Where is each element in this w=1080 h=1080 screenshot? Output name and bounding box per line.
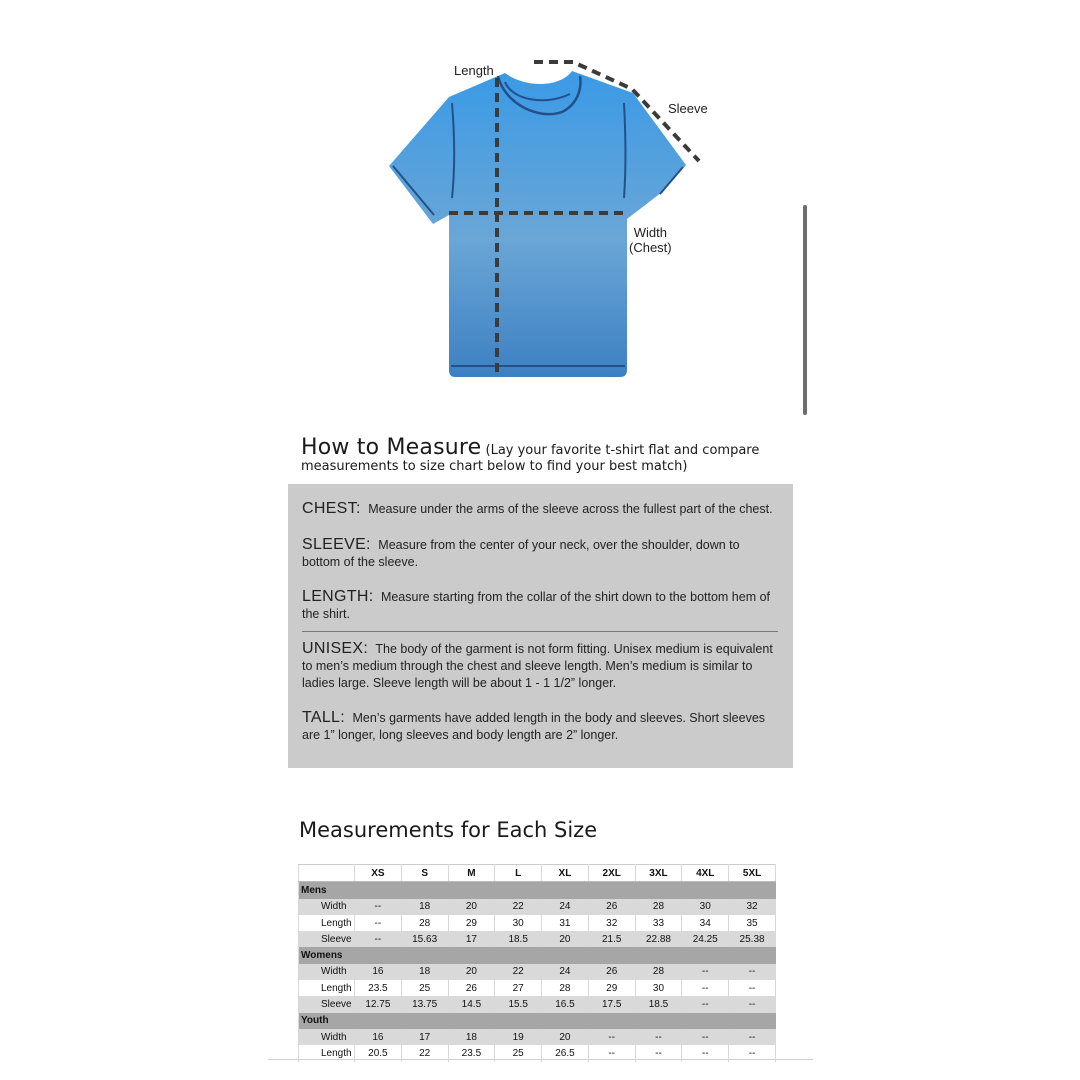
table-cell: 29 — [448, 915, 495, 931]
group-label: Womens — [299, 947, 776, 963]
header-corner — [299, 865, 355, 882]
sleeve-instruction — [302, 536, 780, 571]
table-cell: 20 — [448, 964, 495, 980]
size-header: XS — [355, 865, 402, 882]
chest-term: CHEST: — [302, 500, 361, 517]
row-label: Length — [299, 915, 355, 931]
table-cell: -- — [635, 1029, 682, 1045]
size-header: 2XL — [588, 865, 635, 882]
table-cell: -- — [355, 931, 402, 947]
group-label: Mens — [299, 882, 776, 899]
table-cell: 15.63 — [401, 931, 448, 947]
table-cell: 20 — [448, 899, 495, 915]
table-row — [299, 915, 776, 931]
table-cell: 23.5 — [448, 1045, 495, 1061]
unisex-instruction — [302, 640, 780, 692]
table-row — [299, 899, 776, 915]
table-cell: 18 — [448, 1029, 495, 1045]
sleeve-label: Sleeve — [668, 101, 708, 116]
table-cell: -- — [588, 1045, 635, 1061]
how-to-measure-title: How to Measure — [301, 435, 482, 460]
table-cell: 24.25 — [682, 931, 729, 947]
table-cell: 22 — [495, 964, 542, 980]
tall-text: Men’s garments have added length in the body and sleeves. Short sleeves are 1” longer, long sleeves and body length are 2” longer. — [302, 711, 766, 742]
table-cell: 27 — [495, 980, 542, 996]
chest-text: Measure under the arms of the sleeve across the fullest part of the chest. — [368, 502, 773, 516]
info-divider — [302, 631, 778, 632]
width-label-line1: Width — [633, 225, 667, 240]
how-to-measure-subtitle: (Lay your favorite t-shirt flat and compare measurements to size chart below to find your best match) — [301, 443, 760, 474]
table-cell: 22.88 — [635, 931, 682, 947]
table-cell: -- — [355, 915, 402, 931]
unisex-text: The body of the garment is not form fitting. Unisex medium is equivalent to men’s medium through the chest and sleeve length. Men’s medium is similar to ladies large. Sleeve length will be about 1 - 1 1/2” longer. — [302, 642, 773, 690]
table-cell: 31 — [542, 915, 589, 931]
table-cell: -- — [729, 980, 776, 996]
table-cell: 20.5 — [355, 1045, 402, 1061]
row-label: Length — [299, 1045, 355, 1061]
scrollbar-thumb[interactable] — [803, 205, 807, 415]
size-header: XL — [542, 865, 589, 882]
table-cell: -- — [682, 1045, 729, 1061]
size-header: L — [495, 865, 542, 882]
length-text: Measure starting from the collar of the shirt down to the bottom hem of the shirt. — [302, 590, 771, 621]
table-cell: 17.5 — [588, 996, 635, 1012]
size-header-row — [299, 865, 776, 882]
measurements-title: Measurements for Each Size — [299, 818, 598, 842]
size-header: 5XL — [729, 865, 776, 882]
table-cell: 26 — [588, 899, 635, 915]
table-cell: 20 — [542, 931, 589, 947]
group-row — [299, 882, 776, 899]
table-cell: 16 — [355, 964, 402, 980]
table-cell: 28 — [635, 899, 682, 915]
row-label: Sleeve — [299, 996, 355, 1012]
table-cell: 23.5 — [355, 980, 402, 996]
table-cell: 35 — [729, 915, 776, 931]
how-to-measure-heading — [301, 435, 791, 474]
unisex-term: UNISEX: — [302, 640, 369, 657]
table-cell: 34 — [682, 915, 729, 931]
row-label: Length — [299, 980, 355, 996]
length-term: LENGTH: — [302, 588, 374, 605]
table-cell: 12.75 — [355, 996, 402, 1012]
size-header: S — [401, 865, 448, 882]
table-row — [299, 980, 776, 996]
table-row — [299, 964, 776, 980]
table-cell: 19 — [495, 1029, 542, 1045]
table-cell: 28 — [401, 915, 448, 931]
sleeve-text: Measure from the center of your neck, over the shoulder, down to bottom of the sleeve. — [302, 538, 740, 569]
table-cell: 32 — [588, 915, 635, 931]
table-cell: 24 — [542, 899, 589, 915]
table-cell: 18 — [401, 964, 448, 980]
sleeve-term: SLEEVE: — [302, 536, 371, 553]
table-cell: 18.5 — [495, 931, 542, 947]
table-cell: -- — [682, 1029, 729, 1045]
table-cell: -- — [682, 996, 729, 1012]
table-cell: -- — [729, 996, 776, 1012]
table-cell: 22 — [401, 1045, 448, 1061]
table-cell: 29 — [588, 980, 635, 996]
table-cell: 32 — [729, 899, 776, 915]
row-label: Width — [299, 964, 355, 980]
width-label-line2: (Chest) — [629, 240, 672, 255]
table-cell: 28 — [542, 980, 589, 996]
table-row — [299, 931, 776, 947]
table-cell: -- — [682, 980, 729, 996]
tall-term: TALL: — [302, 709, 345, 726]
table-cell: 18 — [401, 899, 448, 915]
table-cell: -- — [729, 964, 776, 980]
table-cell: 25 — [401, 980, 448, 996]
table-row — [299, 996, 776, 1012]
table-cell: 21.5 — [588, 931, 635, 947]
table-cell: 26.5 — [542, 1045, 589, 1061]
row-label: Width — [299, 899, 355, 915]
table-cell: 16 — [355, 1029, 402, 1045]
shirt-body — [389, 71, 686, 377]
table-cell: 20 — [542, 1029, 589, 1045]
table-cell: 30 — [495, 915, 542, 931]
chest-instruction — [302, 500, 780, 518]
table-cell: 30 — [635, 980, 682, 996]
table-cell: 33 — [635, 915, 682, 931]
table-cell: 13.75 — [401, 996, 448, 1012]
table-cell: -- — [588, 1029, 635, 1045]
table-cell: 15.5 — [495, 996, 542, 1012]
table-cell: 17 — [401, 1029, 448, 1045]
group-row — [299, 947, 776, 963]
table-cell: -- — [682, 964, 729, 980]
table-cell: 14.5 — [448, 996, 495, 1012]
tall-instruction — [302, 709, 780, 744]
width-label — [629, 225, 672, 255]
group-row — [299, 1013, 776, 1029]
size-header: 3XL — [635, 865, 682, 882]
measure-instructions-panel — [288, 484, 793, 768]
table-cell: -- — [635, 1045, 682, 1061]
table-cell: 17 — [448, 931, 495, 947]
table-cell: 18.5 — [635, 996, 682, 1012]
row-label: Sleeve — [299, 931, 355, 947]
table-cell: 24 — [542, 964, 589, 980]
length-instruction — [302, 588, 780, 623]
length-label: Length — [454, 63, 494, 78]
table-cell: -- — [355, 899, 402, 915]
size-header: M — [448, 865, 495, 882]
table-cell: 26 — [588, 964, 635, 980]
group-label: Youth — [299, 1013, 776, 1029]
bottom-divider — [268, 1059, 813, 1060]
table-row — [299, 1029, 776, 1045]
row-label: Width — [299, 1029, 355, 1045]
table-cell: -- — [729, 1045, 776, 1061]
table-cell: 25.38 — [729, 931, 776, 947]
size-chart-table — [298, 864, 776, 1062]
table-cell: 16.5 — [542, 996, 589, 1012]
table-cell: 28 — [635, 964, 682, 980]
size-chart-body — [299, 882, 776, 1062]
table-cell: 30 — [682, 899, 729, 915]
table-cell: 25 — [495, 1045, 542, 1061]
table-cell: 26 — [448, 980, 495, 996]
table-cell: 22 — [495, 899, 542, 915]
size-header: 4XL — [682, 865, 729, 882]
table-cell: -- — [729, 1029, 776, 1045]
